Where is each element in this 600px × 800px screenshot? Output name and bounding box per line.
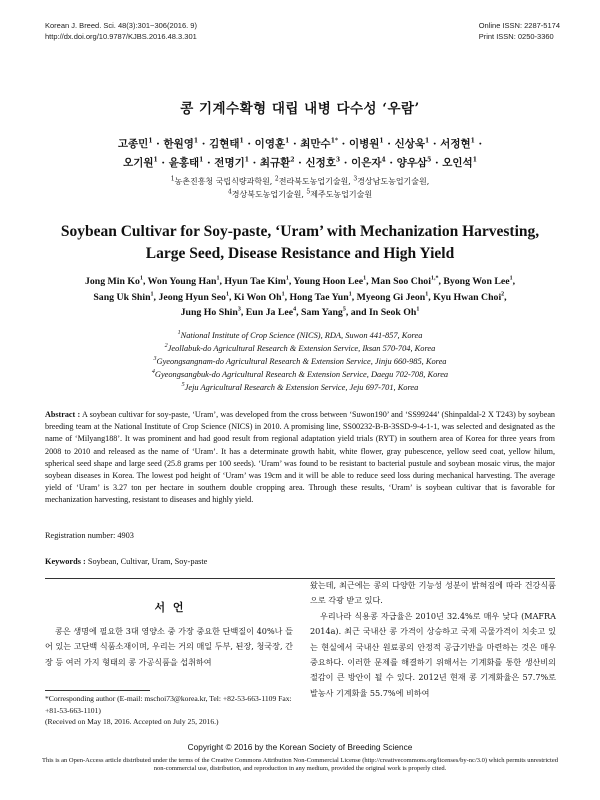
author-affiliation-marker: 1 — [425, 137, 430, 145]
author-affiliation-marker: 1 — [153, 156, 158, 164]
author-name: 고종민 — [117, 138, 149, 150]
author-affiliation-marker: 1 — [509, 275, 513, 282]
author-affiliation-marker: 1 — [285, 137, 290, 145]
affiliation-text: 전라북도농업기술원, — [278, 177, 354, 186]
korean-authors-line2: 오기원$^1$ · 윤홍태$^1$ · 전명기$^1$ · 최규환$^2$ · 신정호$^3$ · 이은자$^4$ · 양우삼$^5$ · 오인석$^1$ — [123, 156, 477, 169]
online-issn: Online ISSN: 2287-5174 — [478, 21, 560, 30]
author-affiliation-marker: 1 — [193, 137, 199, 145]
affiliation-text: Jeollabuk-do Agricultural Research & Extension Service, Iksan 570-704, Korea — [167, 344, 436, 353]
korean-authors — [0, 135, 600, 173]
english-authors-line2: Sang Uk Shin$^1$, Jeong Hyun Seo$^1$, Ki Won Oh$^1$, Hong Tae Yun$^1$, Myeong Gi Jeon$^1$, Kyu Hwan Choi$^2$, — [93, 291, 507, 303]
author-affiliation-marker: 2 — [501, 291, 505, 298]
author-name: 양우삼 — [396, 157, 428, 169]
intro-right-column — [310, 578, 556, 701]
affiliation-marker: 1 — [170, 175, 175, 183]
author-affiliation-marker: 3 — [237, 306, 241, 313]
author-affiliation-marker: 1 — [285, 275, 289, 282]
author-name: 오기원 — [123, 157, 154, 169]
keywords-label: Keywords : — [45, 557, 86, 566]
abstract-text: A soybean cultivar for soy-paste, ‘Uram’, was developed from the cross between ‘Suwon190’ and ‘SS99244’ (Shinpaldal-2 X T243) by soybean breeding team at the National Institute of Crop Science (NICS) in 2010. A promising line, SS00232-B-B-3SSD-9-4-1-1, was selected and designated as the name of ‘Milyang188’. It was prominent and had good result from regional adaptation yield trials (RYT) in southern area of Korea for three years from 2008 to 2010 and released as the name of ‘Uram’. It has a determinate growth habit, white flower, gray pubescence, yellow seed coat, yellow hilum, spherical seed shape and large seed (25.8 grams per 100 seeds). ‘Uram’ was found to be resistant to bacterial pustule and soybean mosaic virus, the major soybean diseases in Korea. The lowest pod height of ‘Uram’ was 19cm and it will be able to reduce seed loss during mechanical harvesting. The average yield of ‘Uram’ is 3.27 ton per hectare in southern double cropping area. Through these results, ‘Uram’ is soybean cultivar that is favorable for mechanization harvesting, resistant to diseases and highly yield. — [45, 410, 555, 505]
print-issn: Print ISSN: 0250-3360 — [478, 32, 554, 41]
korean-title: 콩 기계수확형 대립 내병 다수성 ‘우람’ — [180, 101, 420, 117]
affiliation-text: 제주도농업기술원 — [310, 190, 373, 199]
author-affiliation-marker: 2 — [290, 156, 295, 164]
doi-link[interactable]: http://dx.doi.org/10.9787/KJBS.2016.48.3.301 — [45, 32, 197, 41]
author-affiliation-marker: 1 — [470, 137, 475, 145]
english-title-line1: Soybean Cultivar for Soy-paste, ‘Uram’ with Mechanization Harvesting, — [60, 223, 540, 240]
author-affiliation-marker: 1 — [139, 275, 143, 282]
author-affiliation-marker: 1 — [150, 291, 154, 298]
author-name: Sang Uk Shin — [93, 291, 151, 303]
author-name: Hyun Tae Kim — [224, 276, 286, 287]
author-name: 한원영 — [163, 138, 194, 150]
english-title — [0, 221, 600, 265]
author-affiliation-marker: 1 — [216, 275, 220, 282]
english-authors-line3: Jung Ho Shin$^3$, Eun Ja Lee$^4$, Sam Yang$^5$, and In Seok Oh$^1$ — [180, 306, 420, 318]
affiliation-marker: 2 — [164, 343, 168, 350]
korean-affiliations — [0, 175, 600, 201]
received-dates: (Received on May 18, 2016. Accepted on July 25, 2016.) — [45, 717, 219, 726]
author-name: Byong Won Lee — [443, 276, 510, 287]
affiliation-text: Gyeongsangbuk-do Agricultural Research & Extension Service, Daegu 702-708, Korea — [154, 370, 449, 379]
author-affiliation-marker: 1 — [199, 156, 204, 164]
author-name: 서정현 — [440, 138, 471, 150]
author-affiliation-marker: 1 — [244, 156, 249, 164]
affiliation-text: 농촌진흥청 국립식량과학원, — [174, 177, 275, 186]
abstract-label: Abstract : — [45, 410, 81, 419]
author-affiliation-marker: 1 — [281, 291, 285, 298]
english-affiliations — [0, 329, 600, 394]
author-name: Eun Ja Lee — [245, 307, 294, 318]
keywords — [45, 557, 207, 566]
korean-authors-line1: 고종민$^1$ · 한원영$^1$ · 김현태$^1$ · 이영훈$^1$ · 최만수$^{1*}$ · 이병원$^1$ · 신상욱$^1$ · 서정현$^1$ · — [117, 137, 483, 150]
author-name: 최규환 — [259, 157, 291, 169]
korean-affiliations-line1 — [0, 175, 600, 188]
journal-header — [45, 20, 197, 42]
affiliation-text: 경상남도농업기술원, — [357, 177, 430, 186]
author-affiliation-marker: 1 — [348, 291, 352, 298]
author-affiliation-marker: 4 — [381, 156, 386, 164]
author-name: Jong Min Ko — [84, 276, 140, 287]
affiliation-text: Gyeongsangnam-do Agricultural Research & Extension Service, Jinju 660-985, Korea — [156, 357, 447, 366]
english-title-line2: Large Seed, Disease Resistance and High Yield — [145, 245, 455, 262]
author-name: Young Hoon Lee — [293, 276, 364, 287]
affiliation-marker: 1 — [177, 330, 181, 337]
affiliation-marker: 4 — [151, 369, 155, 376]
author-affiliation-marker: 5 — [342, 306, 346, 313]
keywords-text: Soybean, Cultivar, Uram, Soy-paste — [87, 557, 208, 566]
author-affiliation-marker: 1 — [472, 156, 477, 164]
intro-paragraph-2: 우리나라 식용콩 자급율은 2010년 32.4%로 매우 낮다 (MAFRA 2014a). 최근 국내산 콩 가격이 상승하고 국제 곡물가격이 치솟고 있는 현실에서 국내산 원료콩의 안정적 공급기반을 마련하는 것은 매우 중요하다. 이러한 문제를 해결하기 위해서는 기계화를 통한 생산비의 절감이 큰 방안이 될 수 있다. 2012년 현재 콩 기계화율은 57.7%로 발농사 기계화율 55.7%에 비하여 — [310, 610, 556, 698]
copyright-notice: Copyright © 2016 by the Korean Society of Breeding Science — [187, 742, 413, 752]
author-affiliation-marker: 5 — [427, 156, 432, 164]
section-heading-introduction: 서 언 — [154, 601, 186, 614]
author-name: Kyu Hwan Choi — [433, 291, 502, 303]
author-affiliation-marker: 1 — [363, 275, 367, 282]
affiliation-line — [0, 342, 600, 355]
affiliation-line — [0, 329, 600, 342]
author-name: 김현태 — [209, 138, 240, 150]
affiliation-marker: 5 — [306, 188, 311, 196]
author-affiliation-marker: 1 — [148, 137, 153, 145]
author-name: Ki Won Oh — [233, 291, 282, 303]
affiliation-marker: 2 — [274, 175, 279, 183]
affiliation-text: 경상북도농업기술원, — [231, 190, 307, 199]
affiliation-marker: 5 — [181, 382, 185, 389]
author-name: 신정호 — [305, 157, 336, 169]
author-affiliation-marker: 4 — [293, 306, 297, 313]
author-affiliation-marker: 3 — [335, 156, 341, 164]
author-name: 신상욱 — [394, 138, 426, 150]
author-name: 최만수 — [300, 138, 331, 150]
author-name: 오인석 — [442, 157, 473, 169]
author-name: Won Young Han — [147, 276, 217, 287]
footnote-divider — [45, 690, 150, 691]
affiliation-line — [0, 381, 600, 394]
affiliation-text: National Institute of Crop Science (NICS), RDA, Suwon 441-857, Korea — [180, 331, 423, 340]
author-name: In Seok Oh — [368, 307, 417, 318]
author-name: Jung Ho Shin — [180, 307, 238, 318]
license-notice: This is an Open-Access article distributed under the terms of the Creative Commons Attribution Non-Commercial License (http://creativecommons.org/licenses/by-nc/3.0) which permits unrestricted non-commercial use, distribution, and reproduction in any medium, provided the original work is properly cited. — [42, 757, 558, 773]
author-affiliation-marker: 1* — [330, 137, 339, 145]
english-authors — [30, 274, 570, 321]
affiliation-marker: 4 — [227, 188, 232, 196]
author-name: 전명기 — [214, 157, 245, 169]
author-affiliation-marker: 1 — [379, 137, 384, 145]
korean-affiliations-line2 — [0, 188, 600, 201]
registration-number: Registration number: 4903 — [45, 531, 134, 540]
author-name: 이은자 — [351, 157, 382, 169]
abstract — [45, 409, 555, 507]
corresponding-author-footnote: *Corresponding author (E-mail: mschoi73@korea.kr, Tel: +82-53-663-1109 Fax: +81-53-663-1101) — [45, 694, 292, 715]
intro-left-column: 콩은 생명에 필요한 3대 영양소 중 가장 중요한 단백질이 40%나 들어 있는 고단백 식품소재이며, 우리는 거의 매일 두부, 된장, 청국장, 간장 등 여러 가지 형태의 콩 가공식품을 섭취하여 — [45, 626, 293, 667]
author-name: 이영훈 — [254, 138, 286, 150]
author-name: 이병원 — [348, 138, 380, 150]
author-name: Myeong Gi Jeon — [356, 291, 426, 303]
author-name: 윤홍태 — [168, 157, 200, 169]
author-affiliation-marker: 1 — [425, 291, 429, 298]
author-affiliation-marker: 1 — [239, 137, 244, 145]
intro-paragraph-1: 왔는데, 최근에는 콩의 다양한 기능성 성분이 밝혀짐에 따라 건강식품으로 각광 받고 있다. — [310, 580, 556, 606]
affiliation-line — [0, 355, 600, 368]
affiliation-text: Jeju Agricultural Research & Extension Service, Jeju 697-701, Korea — [184, 383, 419, 392]
author-affiliation-marker: 1 — [225, 291, 229, 298]
author-name: Hong Tae Yun — [289, 291, 349, 303]
author-affiliation-marker: 1 — [416, 306, 420, 313]
author-name: Jeong Hyun Seo — [158, 291, 226, 303]
author-name: Sam Yang — [301, 307, 343, 318]
journal-citation: Korean J. Breed. Sci. 48(3):301~306(2016. 9) — [45, 21, 197, 30]
author-affiliation-marker: 1,* — [430, 275, 439, 282]
issn-header — [479, 20, 560, 42]
affiliation-marker: 3 — [353, 175, 358, 183]
author-name: Man Soo Choi — [371, 276, 431, 287]
english-authors-line1: Jong Min Ko$^1$, Won Young Han$^1$, Hyun Tae Kim$^1$, Young Hoon Lee$^1$, Man Soo Choi$^{1,*}$, Byong Won Lee$^1$, — [84, 275, 516, 287]
affiliation-line — [0, 368, 600, 381]
affiliation-marker: 3 — [153, 356, 157, 363]
